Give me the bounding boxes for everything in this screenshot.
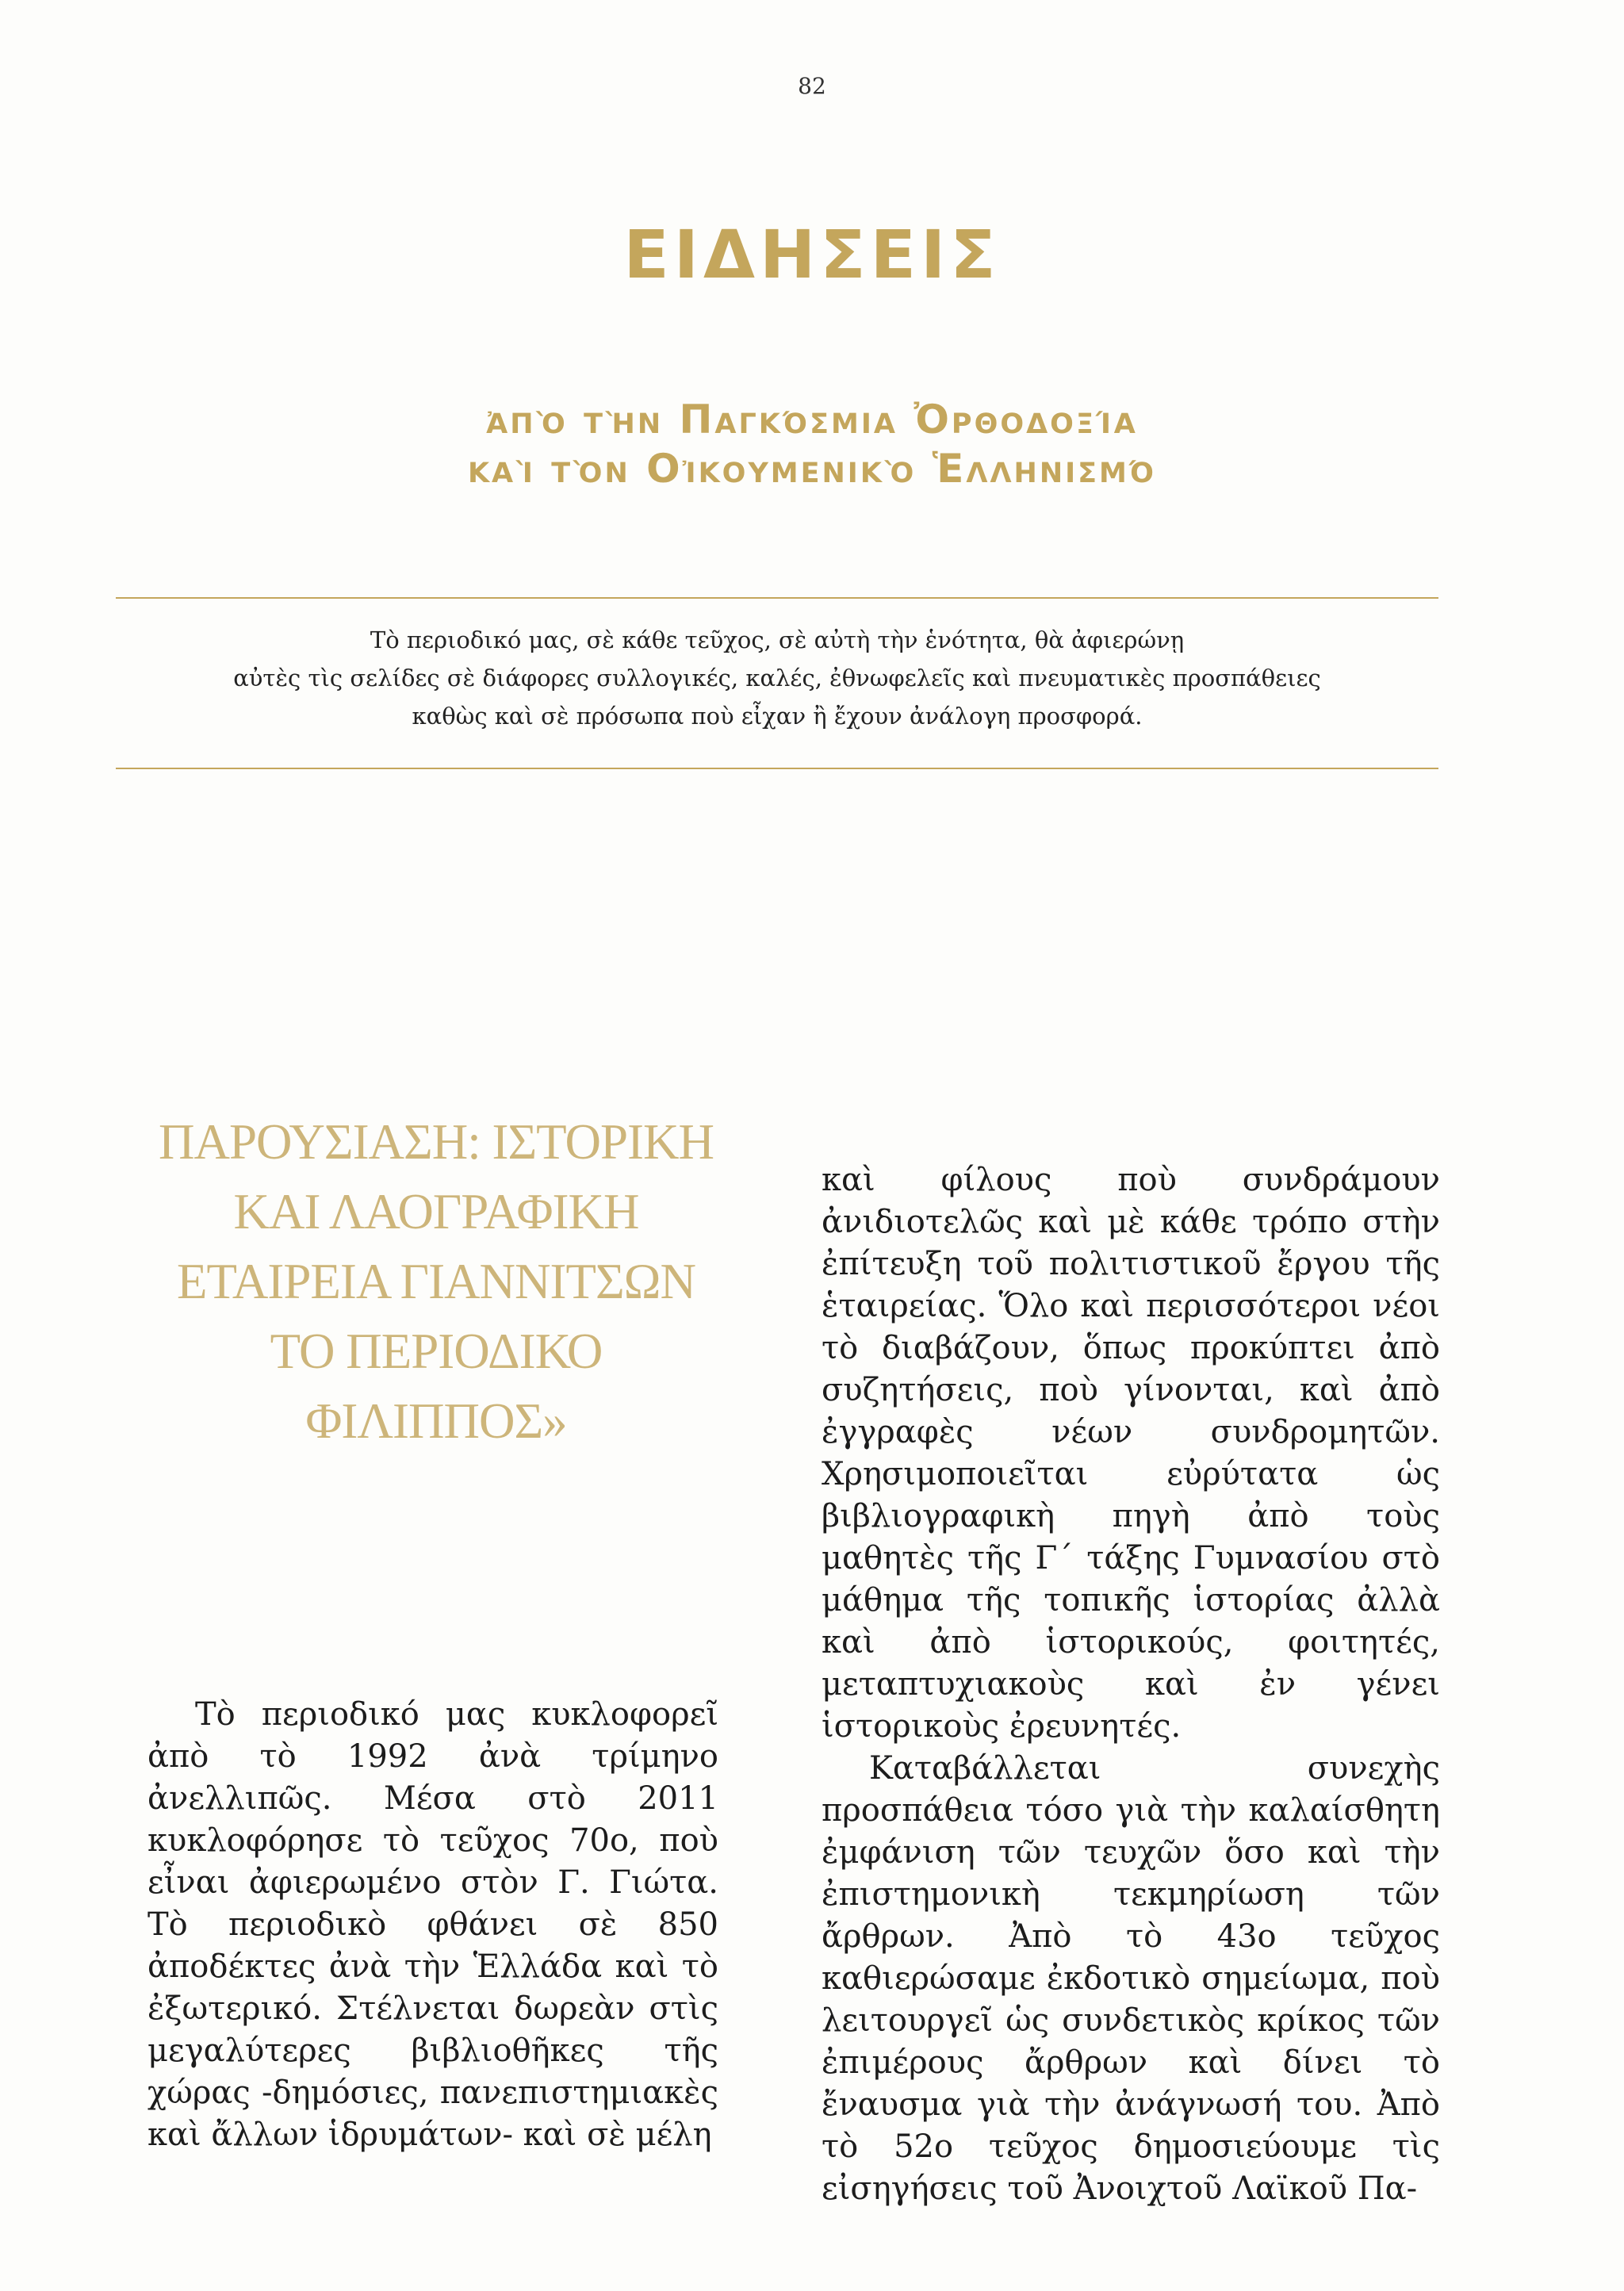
section-subtitle-line-1: ἀπὸ τὴν Παγκόσμια Ὀρθοδοξία [486,397,1138,442]
article-title-line: ΕΤΑΙΡΕΙΑ ΓΙΑΝΝΙΤΣΩΝ [176,1254,695,1309]
article-paragraph: Καταβάλλεται συνεχὴς προσπάθεια τόσο γιὰ τὴν καλαίσθητη ἐμφάνιση τῶν τευχῶν ὅσο καὶ τὴν ἐπιστημονικὴ τεκμηρίωση τῶν ἄρθρων. Ἀπὸ τὸ 43ο τεῦχος καθιερώσαμε ἐκδοτικὸ σημείωμα, ποὺ λειτουργεῖ ὡς συνδετικὸς κρίκος τῶν ἐπιμέρους ἄρθρων καὶ δίνει τὸ ἔναυσμα γιὰ τὴν ἀνάγνωσή του. Ἀπὸ τὸ 52ο τεῦχος δημοσιεύουμε τὶς εἰσηγήσεις τοῦ Ἀνοιχτοῦ Λαϊκοῦ Πα- [822,1750,1440,2207]
article-paragraph: Τὸ περιοδικό μας κυκλοφορεῖ ἀπὸ τὸ 1992 ἀνὰ τρίμηνο ἀνελλιπῶς. Μέσα στὸ 2011 κυκλοφόρησε τὸ τεῦχος 70ο, ποὺ εἶναι ἀφιερωμένο στὸν Γ. Γιώτα. Τὸ περιοδικὸ φθάνει σὲ 850 ἀποδέκτες ἀνὰ τὴν Ἑλλάδα καὶ τὸ ἐξωτερικό. Στέλνεται δωρεὰν στὶς μεγαλύτερες βιβλιοθῆκες τῆς χώρας -δημόσιες, πανεπιστημιακὲς καὶ ἄλλων ἱδρυμάτων- καὶ σὲ μέλη [147,1696,718,2153]
article-left-column [147,1694,718,2156]
page-number: 82 [798,73,826,99]
bottom-divider [116,768,1438,769]
article-title-line: ΚΑΙ ΛΑΟΓΡΑΦΙΚΗ [233,1184,639,1239]
article-paragraph: καὶ φίλους ποὺ συνδράμουν ἀνιδιοτελῶς καὶ μὲ κάθε τρόπο στὴν ἐπίτευξη τοῦ πολιτιστικοῦ ἔργου τῆς ἑταιρείας. Ὅλο καὶ περισσότεροι νέοι τὸ διαβάζουν, ὅπως προκύπτει ἀπὸ συζητήσεις, ποὺ γίνονται, καὶ ἀπὸ ἐγγραφὲς νέων συνδρομητῶν. Χρησιμοποιεῖται εὐρύτατα ὡς βιβλιογραφικὴ πηγὴ ἀπὸ τοὺς μαθητὲς τῆς Γ΄ τάξης Γυμνασίου στὸ μάθημα τῆς τοπικῆς ἱστορίας ἀλλὰ καὶ ἀπὸ ἱστορικούς, φοιτητές, μεταπτυχιακοὺς καὶ ἐν γένει ἱστορικοὺς ἐρευνητές. [822,1162,1440,1745]
intro-line: καθὼς καὶ σὲ πρόσωπα ποὺ εἶχαν ἢ ἔχουν ἀνάλογη προσφορά. [412,703,1143,730]
intro-text [116,621,1438,735]
article-title-line: ΤΟ ΠΕΡΙΟΔΙΚΟ [270,1324,603,1379]
article-title-line: ΦΙΛΙΠΠΟΣ» [305,1393,567,1449]
top-divider [116,597,1438,599]
article-right-column [822,1159,1440,2210]
intro-line: αὐτὲς τὶς σελίδες σὲ διάφορες συλλογικές, καλές, ἐθνωφελεῖς καὶ πνευματικὲς προσπάθειες [233,665,1321,692]
article-title [151,1107,722,1456]
intro-line: Τὸ περιοδικό μας, σὲ κάθε τεῦχος, σὲ αὐτὴ τὴν ἑνότητα, θὰ ἀφιερώνῃ [370,626,1185,653]
section-subtitle-line-2: καὶ τὸν Οἰκουμενικὸ Ἑλληνισμό [467,446,1157,492]
article-title-line: ΠΑΡΟΥΣΙΑΣΗ: ΙΣΤΟΡΙΚΗ [159,1114,714,1170]
section-title: ΕΙΔΗΣΕΙΣ [623,216,1001,293]
